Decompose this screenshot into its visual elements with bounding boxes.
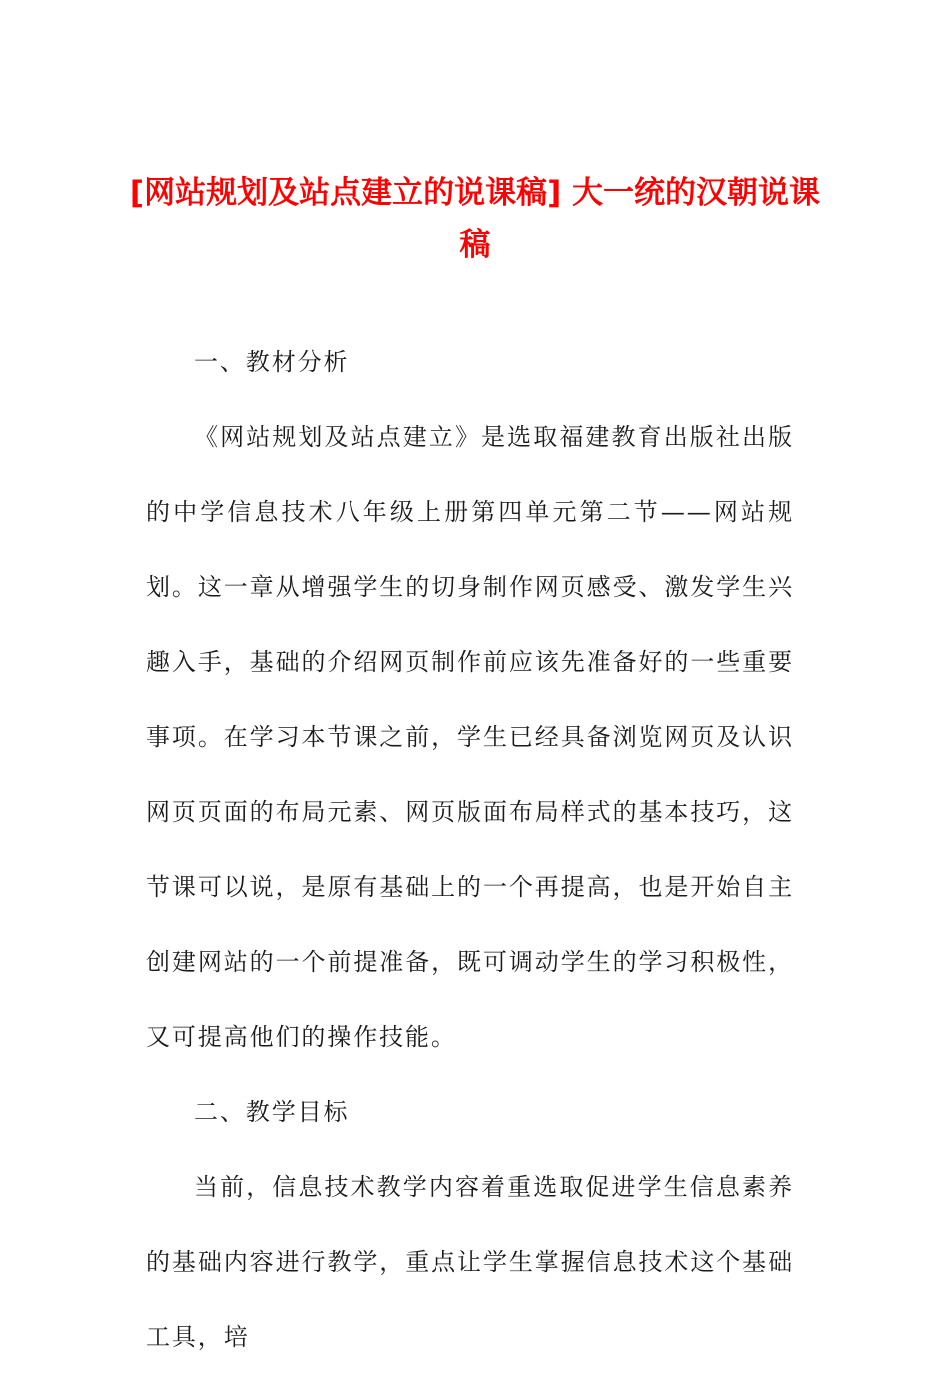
- document-body: [146, 325, 794, 1375]
- paragraph-teaching-material-analysis: 《网站规划及站点建立》是选取福建教育出版社出版的中学信息技术八年级上册第四单元第二节——网站规划。这一章从增强学生的切身制作网页感受、激发学生兴趣入手，基础的介绍网页制作前应该先准备好的一些重要事项。在学习本节课之前，学生已经具备浏览网页及认识网页页面的布局元素、网页版面布局样式的基本技巧，这节课可以说，是原有基础上的一个再提高，也是开始自主创建网站的一个前提准备，既可调动学生的学习积极性，又可提高他们的操作技能。: [146, 423, 794, 1051]
- document-title: [网站规划及站点建立的说课稿] 大一统的汉朝说课稿: [129, 174, 821, 263]
- section-heading-teaching-objectives: 二、教学目标: [194, 1098, 350, 1126]
- section-heading-teaching-material-analysis: 一、教材分析: [194, 348, 350, 376]
- paragraph-teaching-objectives: 当前，信息技术教学内容着重选取促进学生信息素养的基础内容进行教学，重点让学生掌握信息技术这个基础工具，培: [146, 1173, 794, 1351]
